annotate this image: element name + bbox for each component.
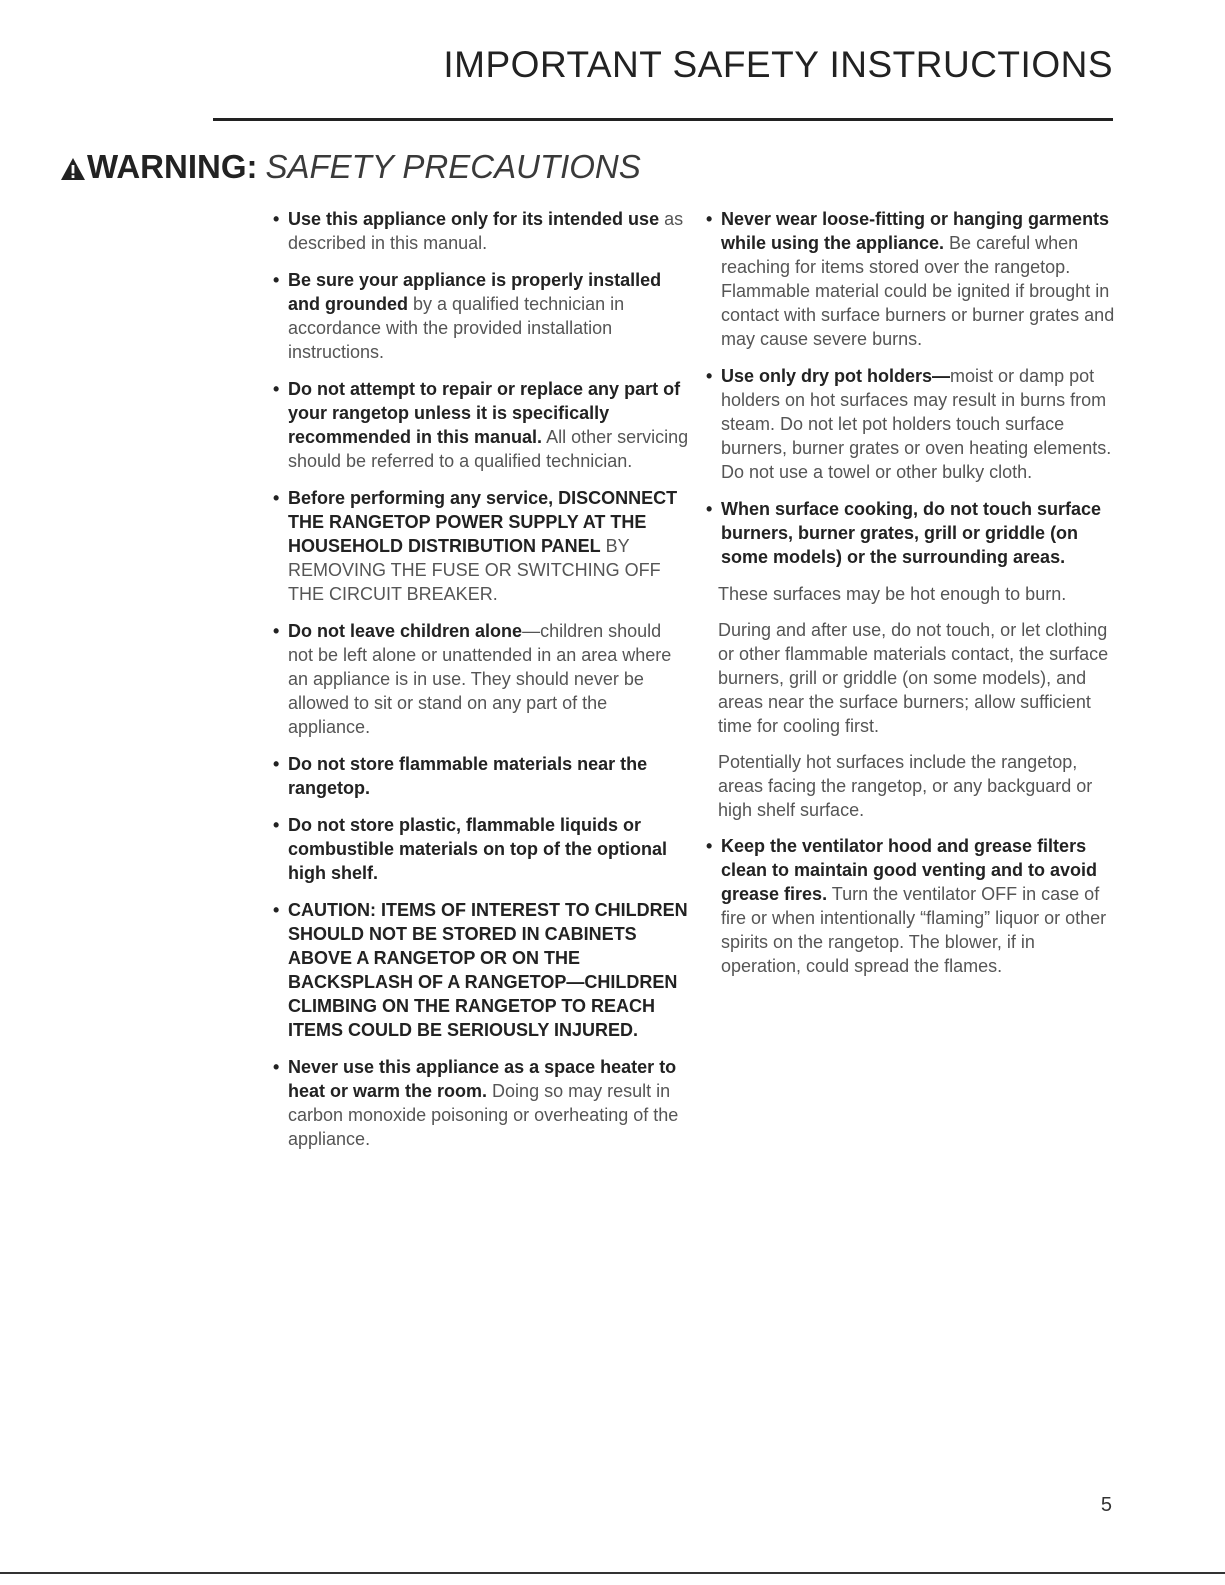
list-item xyxy=(273,268,691,364)
paragraph: During and after use, do not touch, or let clothing or other flammable materials contact, the surface burners, grill or griddle (on some models), and areas near the surface burners; allow sufficient time for cooling first. xyxy=(718,620,1109,736)
item-text: Doing so may result in carbon monoxide poisoning or overheating of the appliance. xyxy=(288,1081,679,1149)
list-item xyxy=(273,898,691,1042)
bullet: • xyxy=(273,379,280,399)
paragraph: These surfaces may be hot enough to burn. xyxy=(718,584,1067,604)
list-item xyxy=(273,486,691,606)
list-item xyxy=(273,752,691,800)
list-item xyxy=(273,377,691,473)
bullet: • xyxy=(273,621,280,641)
warning-heading xyxy=(60,148,641,186)
item-bold-text: Do not leave children alone xyxy=(288,621,523,641)
warning-subtitle: SAFETY PRECAUTIONS xyxy=(265,148,641,185)
item-text: Turn the ventilator OFF in case of fire or when intentionally “flaming” liquor or other spirits on the rangetop. The blower, if in operation, could spread the flames. xyxy=(721,884,1107,976)
item-text: BY REMOVING THE FUSE OR SWITCHING OFF THE CIRCUIT BREAKER. xyxy=(288,536,661,604)
item-bold-text: Be sure your appliance is properly installed and grounded xyxy=(288,270,662,314)
item-bold-text: Never use this appliance as a space heater to heat or warm the room. xyxy=(288,1057,677,1101)
warning-triangle-icon xyxy=(60,157,86,181)
page-number: 5 xyxy=(1100,1494,1112,1516)
page-title: IMPORTANT SAFETY INSTRUCTIONS xyxy=(443,44,1113,85)
item-text: All other servicing should be referred to a qualified technician. xyxy=(288,427,689,471)
item-bold-text: When surface cooking, do not touch surface burners, burner grates, grill or griddle (on some models) or the surrounding areas. xyxy=(721,499,1102,567)
list-item xyxy=(273,813,691,885)
list-item xyxy=(706,834,1118,978)
bullet: • xyxy=(273,815,280,835)
item-bold-text: Use this appliance only for its intended use xyxy=(288,209,660,229)
warning-label: WARNING: xyxy=(87,148,258,185)
bullet: • xyxy=(273,209,280,229)
item-bold-text: Before performing any service, DISCONNECT THE RANGETOP POWER SUPPLY AT THE HOUSEHOLD DISTRIBUTION PANEL xyxy=(288,488,678,556)
list-item xyxy=(706,364,1118,484)
item-bold-text: Do not store flammable materials near the rangetop. xyxy=(288,754,648,798)
bullet: • xyxy=(706,366,713,386)
list-item xyxy=(706,207,1118,351)
bullet: • xyxy=(706,209,713,229)
header-divider xyxy=(213,118,1113,121)
list-item xyxy=(273,619,691,739)
list-item xyxy=(273,1055,691,1151)
item-bold-text: Do not store plastic, flammable liquids or combustible materials on top of the optional high shelf. xyxy=(288,815,668,883)
paragraph: Potentially hot surfaces include the rangetop, areas facing the rangetop, or any backguard or high shelf surface. xyxy=(718,752,1093,820)
item-bold-text: CAUTION: ITEMS OF INTEREST TO CHILDREN SHOULD NOT BE STORED IN CABINETS ABOVE A RANGETOP OR ON THE BACKSPLASH OF A RANGETOP—CHILDREN CLIMBING ON THE RANGETOP TO REACH ITEMS COULD BE SERIOUSLY INJURED. xyxy=(288,900,688,1040)
list-item xyxy=(273,207,691,255)
item-bold-text: Never wear loose-fitting or hanging garments while using the appliance. xyxy=(721,209,1110,253)
bullet: • xyxy=(273,488,280,508)
bullet: • xyxy=(273,900,280,920)
item-text: Be careful when reaching for items stored over the rangetop. Flammable material could be ignited if brought in contact with surface burners or burner grates and may cause severe burns. xyxy=(721,233,1115,349)
bottom-divider xyxy=(0,1572,1225,1574)
bullet: • xyxy=(706,836,713,856)
bullet: • xyxy=(273,754,280,774)
item-text: as described in this manual. xyxy=(288,209,684,253)
bullet: • xyxy=(706,499,713,519)
item-bold-text: Use only dry pot holders— xyxy=(721,366,951,386)
bullet: • xyxy=(273,1057,280,1077)
item-text: by a qualified technician in accordance with the provided installation instructions. xyxy=(288,294,625,362)
item-text: moist or damp pot holders on hot surfaces may result in burns from steam. Do not let pot holders touch surface burners, burner grates or oven heating elements. Do not use a towel or other bulky cloth. xyxy=(721,366,1112,482)
left-column xyxy=(273,207,691,1164)
list-item xyxy=(706,497,1118,569)
bullet: • xyxy=(273,270,280,290)
item-bold-text: Keep the ventilator hood and grease filters clean to maintain good venting and to avoid grease fires. xyxy=(721,836,1098,904)
item-text: —children should not be left alone or unattended in an area where an appliance is in use. They should never be allowed to sit or stand on any part of the appliance. xyxy=(288,621,672,737)
item-bold-text: Do not attempt to repair or replace any part of your rangetop unless it is specifically recommended in this manual. xyxy=(288,379,681,447)
right-column xyxy=(706,207,1118,991)
